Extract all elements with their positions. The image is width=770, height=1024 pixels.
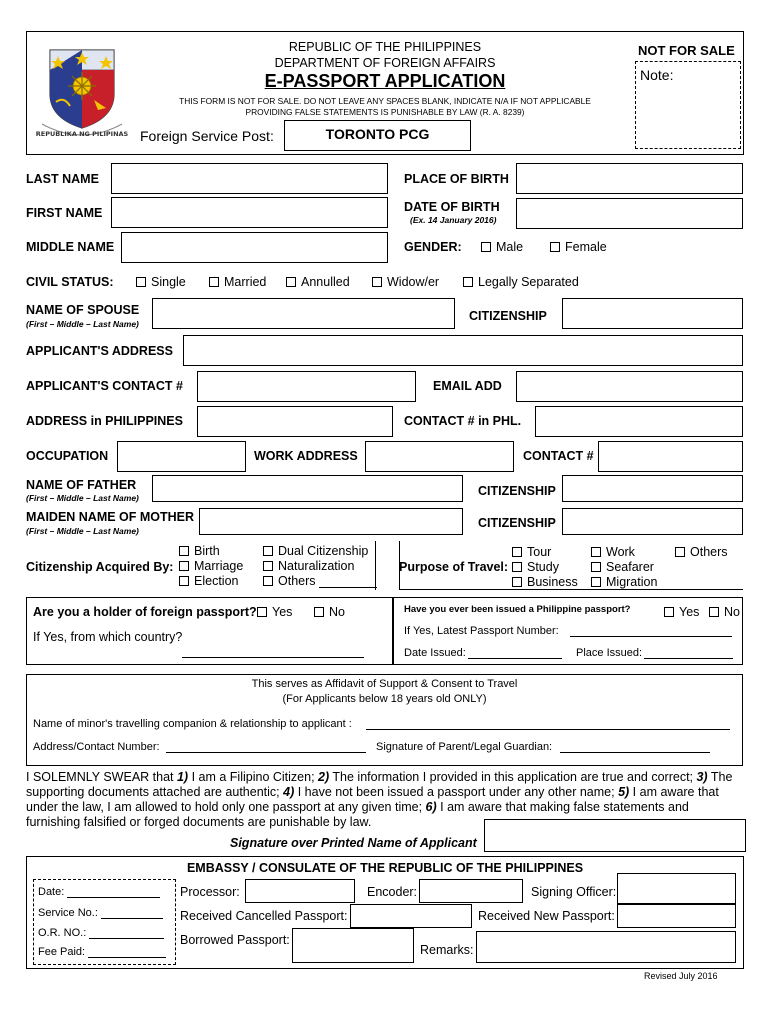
first-name-field[interactable] [111, 197, 388, 228]
foreign-yes-label: Yes [272, 605, 293, 619]
travel-work-label: Work [606, 545, 635, 559]
civil-married-label: Married [224, 275, 267, 289]
guardian-signature-label: Signature of Parent/Legal Guardian: [376, 741, 553, 753]
signing-officer-label: Signing Officer: [531, 885, 617, 899]
acquired-marriage-checkbox[interactable] [179, 559, 243, 573]
address-field[interactable] [183, 335, 743, 366]
svg-text:REPUBLIKA NG PILIPINAS: REPUBLIKA NG PILIPINAS [36, 130, 128, 138]
received-new-field[interactable] [617, 904, 736, 928]
email-label: EMAIL ADD [433, 379, 502, 393]
mother-label: MAIDEN NAME OF MOTHER [26, 510, 195, 524]
travel-business-checkbox[interactable] [512, 575, 578, 589]
occupation-label: OCCUPATION [26, 449, 109, 463]
travel-tour-checkbox[interactable] [512, 545, 551, 559]
affidavit-line1: This serves as Affidavit of Support & Consent to Travel [251, 678, 518, 690]
date-of-birth-field[interactable] [516, 198, 743, 229]
ph-date-issued-line[interactable] [468, 649, 562, 659]
received-cancelled-label: Received Cancelled Passport: [180, 909, 348, 923]
remarks-label: Remarks: [420, 943, 474, 957]
office-date-label [38, 886, 160, 898]
spouse-label: NAME OF SPOUSE [26, 303, 140, 317]
received-cancelled-field[interactable] [350, 904, 472, 928]
oath-part-3: The information I provided in this application are true and correct; [329, 770, 697, 784]
father-citizenship-label: CITIZENSHIP [478, 484, 556, 498]
acquired-dual-label: Dual Citizenship [278, 544, 369, 558]
gender-female-label: Female [565, 240, 607, 254]
civil-annulled-label: Annulled [301, 275, 350, 289]
oath-num-4: 4) [283, 785, 295, 799]
affidavit-address-line[interactable] [166, 743, 366, 753]
civil-single-label: Single [151, 275, 186, 289]
oath-part-5: I have not been issued a passport under any other name; [294, 785, 619, 799]
acquired-election-checkbox[interactable] [179, 574, 238, 588]
gender-label: GENDER: [404, 240, 462, 254]
last-name-field[interactable] [111, 163, 388, 194]
civil-widow-checkbox[interactable] [372, 275, 439, 289]
office-service-line[interactable] [101, 918, 163, 919]
office-fee-line[interactable] [88, 957, 166, 958]
foreign-no-label: No [329, 605, 345, 619]
applicant-signature-field[interactable] [484, 819, 746, 852]
travel-seafarer-label: Seafarer [606, 560, 654, 574]
gender-male-label: Male [496, 240, 524, 254]
affidavit-address-label: Address/Contact Number: [33, 741, 160, 753]
office-title: EMBASSY / CONSULATE OF THE REPUBLIC OF THE PHILIPPINES [186, 861, 584, 875]
oath-num-3: 3) [696, 770, 708, 784]
father-name-hint: (First – Middle – Last Name) [26, 493, 139, 503]
occupation-field[interactable] [117, 441, 246, 472]
first-name-label: FIRST NAME [26, 206, 103, 220]
contact-ph-label: CONTACT # in PHL. [404, 414, 522, 428]
signing-officer-field[interactable] [617, 873, 736, 904]
foreign-country-line[interactable] [182, 646, 364, 658]
mother-citizenship-label: CITIZENSHIP [478, 516, 556, 530]
form-title: E-PASSPORT APPLICATION [264, 71, 506, 91]
remarks-field[interactable] [476, 931, 736, 963]
ph-yes-checkbox[interactable] [664, 605, 699, 619]
father-label: NAME OF FATHER [26, 478, 137, 492]
ph-no-label: No [724, 605, 740, 619]
acquired-naturalization-label: Naturalization [278, 559, 355, 573]
office-date-text: Date: [38, 886, 65, 898]
last-name-label: LAST NAME [26, 172, 99, 186]
guardian-signature-line[interactable] [560, 743, 710, 753]
processor-field[interactable] [245, 879, 355, 903]
mother-name-hint: (First – Middle – Last Name) [26, 526, 139, 536]
travel-others-label: Others [690, 545, 728, 559]
place-of-birth-field[interactable] [516, 163, 743, 194]
office-or-line[interactable] [89, 938, 164, 939]
borrowed-field[interactable] [292, 928, 414, 963]
ph-date-issued-label: Date Issued: [404, 647, 466, 659]
encoder-label: Encoder: [367, 885, 418, 899]
acquired-others-label: Others [278, 574, 316, 588]
ph-place-issued-label: Place Issued: [576, 647, 643, 659]
civil-married-checkbox[interactable] [209, 275, 266, 289]
ph-passport-question: Have you ever been issued a Philippine passport? [404, 604, 631, 615]
travel-study-label: Study [527, 560, 559, 574]
form-notice-line1: THIS FORM IS NOT FOR SALE. DO NOT LEAVE ANY SPACES BLANK, INDICATE N/A IF NOT APPLICABLE [179, 96, 591, 106]
ph-no-checkbox[interactable] [709, 605, 740, 619]
citizenship-acquired-label: Citizenship Acquired By: [26, 560, 174, 574]
place-of-birth-label: PLACE OF BIRTH [404, 172, 509, 186]
form-notice-line2: PROVIDING FALSE STATEMENTS IS PUNISHABLE BY LAW (R. A. 8239) [245, 107, 525, 117]
middle-name-field[interactable] [121, 232, 388, 263]
philippine-seal-logo [36, 36, 128, 144]
contact-ph-field[interactable] [535, 406, 743, 437]
office-service-label [38, 907, 163, 919]
office-date-line[interactable] [67, 897, 160, 898]
affidavit-line2: (For Applicants below 18 years old ONLY) [282, 693, 487, 705]
office-fee-text: Fee Paid: [38, 946, 86, 958]
post-value: TORONTO PCG [325, 126, 430, 142]
work-contact-field[interactable] [598, 441, 743, 472]
republic-heading: REPUBLIC OF THE PHILIPPINES [288, 40, 482, 54]
department-heading: DEPARTMENT OF FOREIGN AFFAIRS [274, 56, 496, 70]
civil-single-checkbox[interactable] [136, 275, 186, 289]
foreign-no-checkbox[interactable] [314, 605, 345, 619]
travel-migration-checkbox[interactable] [591, 575, 657, 589]
foreign-passport-question: Are you a holder of foreign passport? [33, 605, 257, 619]
acquired-marriage-label: Marriage [194, 559, 244, 573]
date-of-birth-label: DATE OF BIRTH [404, 200, 500, 214]
work-address-field[interactable] [365, 441, 514, 472]
borrowed-label: Borrowed Passport: [180, 933, 290, 947]
spouse-name-hint: (First – Middle – Last Name) [26, 319, 139, 329]
gender-male-checkbox[interactable] [481, 240, 523, 254]
address-ph-field[interactable] [197, 406, 393, 437]
office-service-text: Service No.: [38, 907, 98, 919]
middle-name-label: MIDDLE NAME [26, 240, 115, 254]
oath-part-6: I am aware that under the law, I am allowed to hold only one passport at any given time; [26, 785, 719, 814]
office-or-label [38, 927, 164, 939]
foreign-yes-checkbox[interactable] [257, 605, 292, 619]
work-contact-label: CONTACT # [523, 449, 594, 463]
office-or-text: O.R. NO.: [38, 927, 87, 939]
oath-num-2: 2) [318, 770, 330, 784]
received-new-label: Received New Passport: [478, 909, 615, 923]
civil-widow-label: Widow/er [387, 275, 440, 289]
father-citizenship-field[interactable] [562, 475, 743, 502]
not-for-sale-label: NOT FOR SALE [638, 43, 735, 58]
oath-part-1: I SOLEMNLY SWEAR that [26, 770, 177, 784]
acquired-others-checkbox[interactable] [263, 574, 377, 588]
oath-part-4: The supporting documents attached are authentic; [26, 770, 733, 799]
acquired-birth-checkbox[interactable] [179, 544, 220, 558]
ph-place-issued-line[interactable] [644, 649, 733, 659]
mother-citizenship-field[interactable] [562, 508, 743, 535]
companion-line[interactable] [366, 720, 730, 730]
travel-study-checkbox[interactable] [512, 560, 559, 574]
travel-migration-label: Migration [606, 575, 658, 589]
contact-label: APPLICANT'S CONTACT # [26, 379, 183, 393]
work-address-label: WORK ADDRESS [254, 449, 358, 463]
foreign-country-label: If Yes, from which country? [33, 630, 183, 644]
ph-yes-label: Yes [679, 605, 700, 619]
travel-tour-label: Tour [527, 545, 552, 559]
acquired-others-line[interactable] [319, 587, 377, 588]
spouse-citizenship-field[interactable] [562, 298, 743, 329]
ph-latest-line[interactable] [570, 627, 732, 637]
oath-part-7: I am aware that making false statements and furnishing falsified or forged documents are punishable by law. [26, 800, 689, 829]
processor-label: Processor: [180, 885, 240, 899]
travel-work-checkbox[interactable] [591, 545, 635, 559]
travel-seafarer-checkbox[interactable] [591, 560, 654, 574]
mother-field[interactable] [199, 508, 463, 535]
applicant-signature-label: Signature over Printed Name of Applicant [230, 836, 477, 850]
travel-label: Purpose of Travel: [399, 560, 509, 574]
civil-separated-checkbox[interactable] [463, 275, 579, 289]
address-ph-label: ADDRESS in PHILIPPINES [26, 414, 183, 428]
travel-business-label: Business [527, 575, 578, 589]
father-field[interactable] [152, 475, 463, 502]
acquired-election-label: Election [194, 574, 239, 588]
ph-latest-label: If Yes, Latest Passport Number: [404, 625, 559, 637]
contact-field[interactable] [197, 371, 416, 402]
email-field[interactable] [516, 371, 743, 402]
civil-annulled-checkbox[interactable] [286, 275, 350, 289]
civil-separated-label: Legally Separated [478, 275, 579, 289]
oath-part-2: I am a Filipino Citizen; [188, 770, 319, 784]
travel-others-checkbox[interactable] [675, 545, 728, 559]
encoder-field[interactable] [419, 879, 523, 903]
acquired-birth-label: Birth [194, 544, 220, 558]
dob-example: (Ex. 14 January 2016) [410, 215, 497, 225]
oath-num-5: 5) [618, 785, 630, 799]
civil-status-label: CIVIL STATUS: [26, 275, 114, 289]
office-fee-label [38, 946, 166, 958]
oath-num-1: 1) [176, 770, 189, 784]
revised-date: Revised July 2016 [644, 971, 718, 981]
spouse-citizenship-label: CITIZENSHIP [469, 309, 547, 323]
note-label: Note: [640, 67, 674, 83]
acquired-dual-checkbox[interactable] [263, 544, 368, 558]
companion-label: Name of minor's travelling companion & relationship to applicant : [33, 718, 352, 730]
acquired-naturalization-checkbox[interactable] [263, 559, 354, 573]
oath-num-6: 6) [425, 800, 437, 814]
address-label: APPLICANT'S ADDRESS [26, 344, 173, 358]
spouse-field[interactable] [152, 298, 455, 329]
gender-female-checkbox[interactable] [550, 240, 607, 254]
post-label: Foreign Service Post: [140, 128, 274, 144]
